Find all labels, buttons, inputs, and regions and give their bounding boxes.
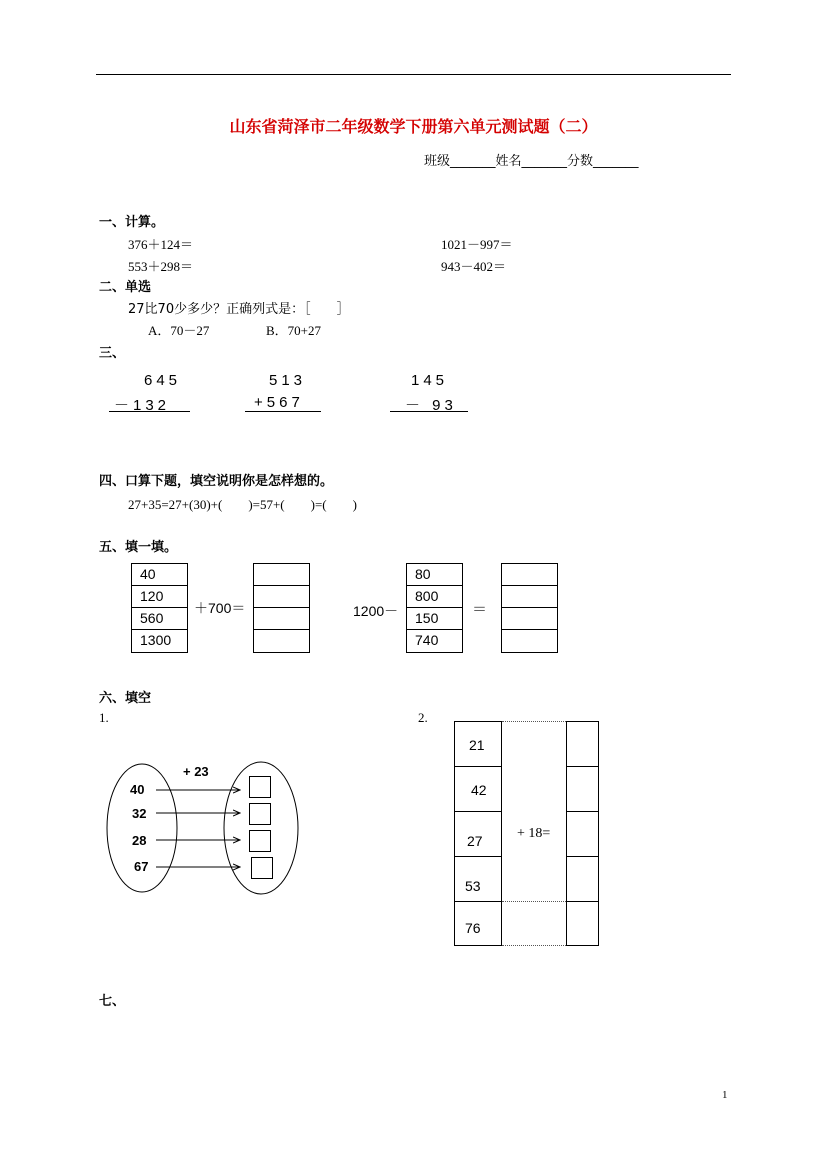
answer-cell[interactable] [253, 629, 310, 653]
mapping-input-value: 32 [132, 806, 147, 821]
value-cell: 120 [131, 585, 188, 608]
table-value: 42 [471, 782, 487, 798]
vertical-underline [390, 411, 468, 412]
vertical-bottom: －132 [114, 397, 171, 414]
row-divider [454, 901, 502, 902]
answer-cell[interactable] [501, 563, 558, 586]
add-operator-label: ＋700＝ [194, 600, 246, 616]
calc-item: 376＋124＝ [128, 237, 194, 252]
mapping-answer-box[interactable] [249, 803, 271, 825]
calc-item: 553＋298＝ [128, 259, 194, 274]
option-b: B．70+27 [266, 323, 322, 338]
answer-cell[interactable] [501, 585, 558, 608]
table-value: 76 [465, 920, 481, 936]
table-operator: + 18= [517, 826, 551, 841]
header-rule [96, 74, 731, 75]
calc-item: 943－402＝ [441, 259, 507, 274]
answer-cell[interactable] [501, 607, 558, 630]
vertical-top: 513 [269, 372, 307, 389]
mapping-input-value: 67 [134, 859, 149, 874]
section6-heading: 六、填空 [99, 691, 152, 706]
row-divider [454, 811, 502, 812]
answer-cell[interactable] [566, 856, 599, 902]
vertical-underline [245, 411, 321, 412]
answer-cell[interactable] [501, 629, 558, 653]
equals-sign: ＝ [472, 600, 488, 618]
value-cell: 740 [406, 629, 463, 653]
mapping-input-value: 40 [130, 782, 145, 797]
dotted-guide [502, 901, 566, 902]
mapping-answer-box[interactable] [251, 857, 273, 879]
option-a: A．70－27 [148, 323, 210, 338]
dotted-guide [502, 945, 566, 946]
section3-heading: 三、 [99, 346, 126, 361]
value-cell: 150 [406, 607, 463, 630]
answer-cell[interactable] [253, 585, 310, 608]
row-divider [454, 766, 502, 767]
answer-cell[interactable] [566, 721, 599, 767]
answer-cell[interactable] [253, 607, 310, 630]
vertical-underline [109, 411, 190, 412]
page-number: 1 [722, 1089, 728, 1101]
table-value: 21 [469, 737, 485, 753]
single-choice-question: 27比70少多少？正确列式是：［ ］ [128, 302, 350, 317]
answer-cell[interactable] [566, 811, 599, 857]
value-cell: 80 [406, 563, 463, 586]
section1-heading: 一、计算。 [99, 215, 165, 230]
mapping-answer-box[interactable] [249, 776, 271, 798]
mapping-operator: + 23 [183, 764, 209, 779]
mapping-answer-box[interactable] [249, 830, 271, 852]
problem-label-2: 2. [418, 710, 428, 725]
mental-math-equation: 27+35=27+(30)+( )=57+( )=( ) [128, 497, 357, 512]
table-value: 27 [467, 833, 483, 849]
vertical-top: 145 [411, 372, 449, 389]
calc-item: 1021－997＝ [441, 237, 513, 252]
subtract-prefix-label: 1200－ [353, 603, 399, 619]
dotted-guide [502, 721, 566, 722]
student-info-line: 班级_______姓名_______分数_______ [424, 154, 639, 169]
value-cell: 800 [406, 585, 463, 608]
section2-heading: 二、单选 [99, 280, 152, 295]
vertical-bottom: － 93 [405, 397, 457, 414]
section5-heading: 五、填一填。 [99, 540, 178, 555]
problem-label-1: 1. [99, 710, 109, 725]
section7-heading: 七、 [99, 994, 126, 1009]
page-title: 山东省菏泽市二年级数学下册第六单元测试题（二） [229, 117, 598, 136]
mapping-input-value: 28 [132, 833, 147, 848]
section4-heading: 四、口算下题，填空说明你是怎样想的。 [99, 474, 334, 489]
vertical-top: 645 [144, 372, 182, 389]
answer-cell[interactable] [253, 563, 310, 586]
vertical-bottom: +567 [254, 394, 304, 411]
table-value: 53 [465, 878, 481, 894]
value-cell: 1300 [131, 629, 188, 653]
answer-cell[interactable] [566, 766, 599, 812]
value-cell: 560 [131, 607, 188, 630]
value-cell: 40 [131, 563, 188, 586]
answer-cell[interactable] [566, 901, 599, 946]
row-divider [454, 856, 502, 857]
